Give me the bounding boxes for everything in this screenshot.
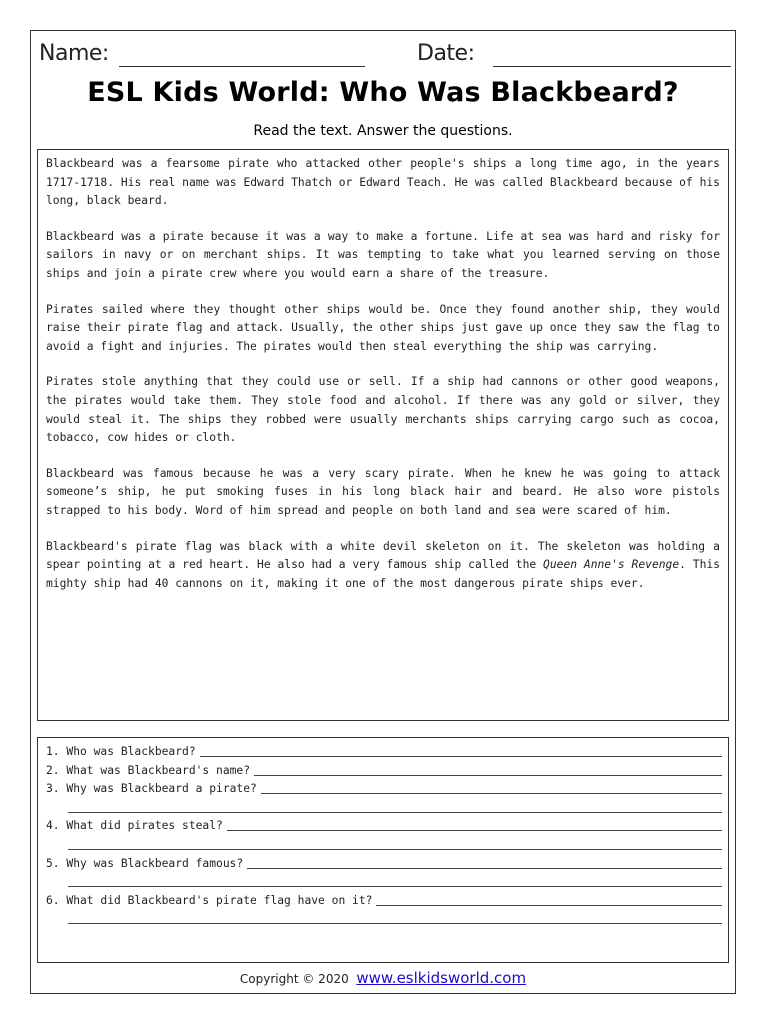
copyright-text: Copyright © 2020 [239,972,349,986]
answer-line[interactable] [68,886,722,887]
question-text: 1. Who was Blackbeard? [46,745,200,758]
worksheet-title: ESL Kids World: Who Was Blackbeard? [87,77,679,108]
question-text: 6. What did Blackbeard's pirate flag have on it? [46,894,376,907]
date-field[interactable] [493,66,731,67]
footer [31,969,735,987]
paragraph: Blackbeard was a fearsome pirate who attacked other people's ships a long time ago, in the years 1717-1718. His real name was Edward Thatch or Edward Teach. He was called Blackbeard because of his long, black beard. [46,157,720,208]
answer-line[interactable] [68,849,722,850]
answer-line[interactable] [68,923,722,924]
question-text: 3. Why was Blackbeard a pirate? [46,782,261,795]
question-1 [46,743,722,762]
name-label: Name: [39,41,109,66]
paragraph-ship [46,538,720,594]
name-date-row [39,39,729,73]
website-link[interactable]: www.eslkidsworld.com [356,969,527,987]
ship-name: Queen Anne's Revenge [543,558,680,572]
questions-section [37,737,729,963]
answer-continuation [46,799,722,818]
instruction-text: Read the text. Answer the questions. [253,123,513,139]
answer-continuation [46,873,722,892]
worksheet [30,30,736,994]
answer-line[interactable] [68,812,722,813]
answer-continuation [46,910,722,929]
name-field[interactable] [119,66,365,67]
question-5 [46,855,722,874]
question-text: 5. Why was Blackbeard famous? [46,857,247,870]
question-2 [46,762,722,781]
paragraph: Pirates stole anything that they could use or sell. If a ship had cannons or other good weapons, the pirates would take them. They stole food and alcohol. If there was any gold or silver, they would steal it. The ships they robbed were usually merchants ships carrying cargo such as cocoa, tobacco, cow hides or cloth. [46,375,720,445]
reading-passage [37,149,729,721]
date-label: Date: [417,41,475,66]
paragraph-text: Blackbeard's pirate flag was black with a white devil skeleton on it. The skeleton was holding a spear pointing at a red heart. He also had a very famous ship called the [46,539,720,572]
answer-continuation [46,836,722,855]
question-text: 4. What did pirates steal? [46,819,227,832]
question-6 [46,892,722,911]
question-3 [46,780,722,799]
paragraph: Pirates sailed where they thought other ships would be. Once they found another ship, they would raise their pirate flag and attack. Usually, the other ships just gave up once they saw the flag to avoid a fight and injuries. The pirates would then steal everything the ship was carrying. [46,302,720,353]
question-text: 2. What was Blackbeard's name? [46,764,254,777]
paragraph-text: . This mighty ship had 40 cannons on it, making it one of the most dangerous pirate ships ever. [46,558,721,590]
paragraph: Blackbeard was a pirate because it was a way to make a fortune. Life at sea was hard and risky for sailors in navy or on merchant ships. It was tempting to take what you learned serving on those ships and join a pirate crew where you would earn a share of the treasure. [46,229,720,280]
paragraph: Blackbeard was famous because he was a very scary pirate. When he knew he was going to attack someone’s ship, he put smoking fuses in his long black hair and beard. He also wore pistols strapped to his body. Word of him spread and people on both land and sea were scared of him. [46,466,720,517]
question-4 [46,817,722,836]
